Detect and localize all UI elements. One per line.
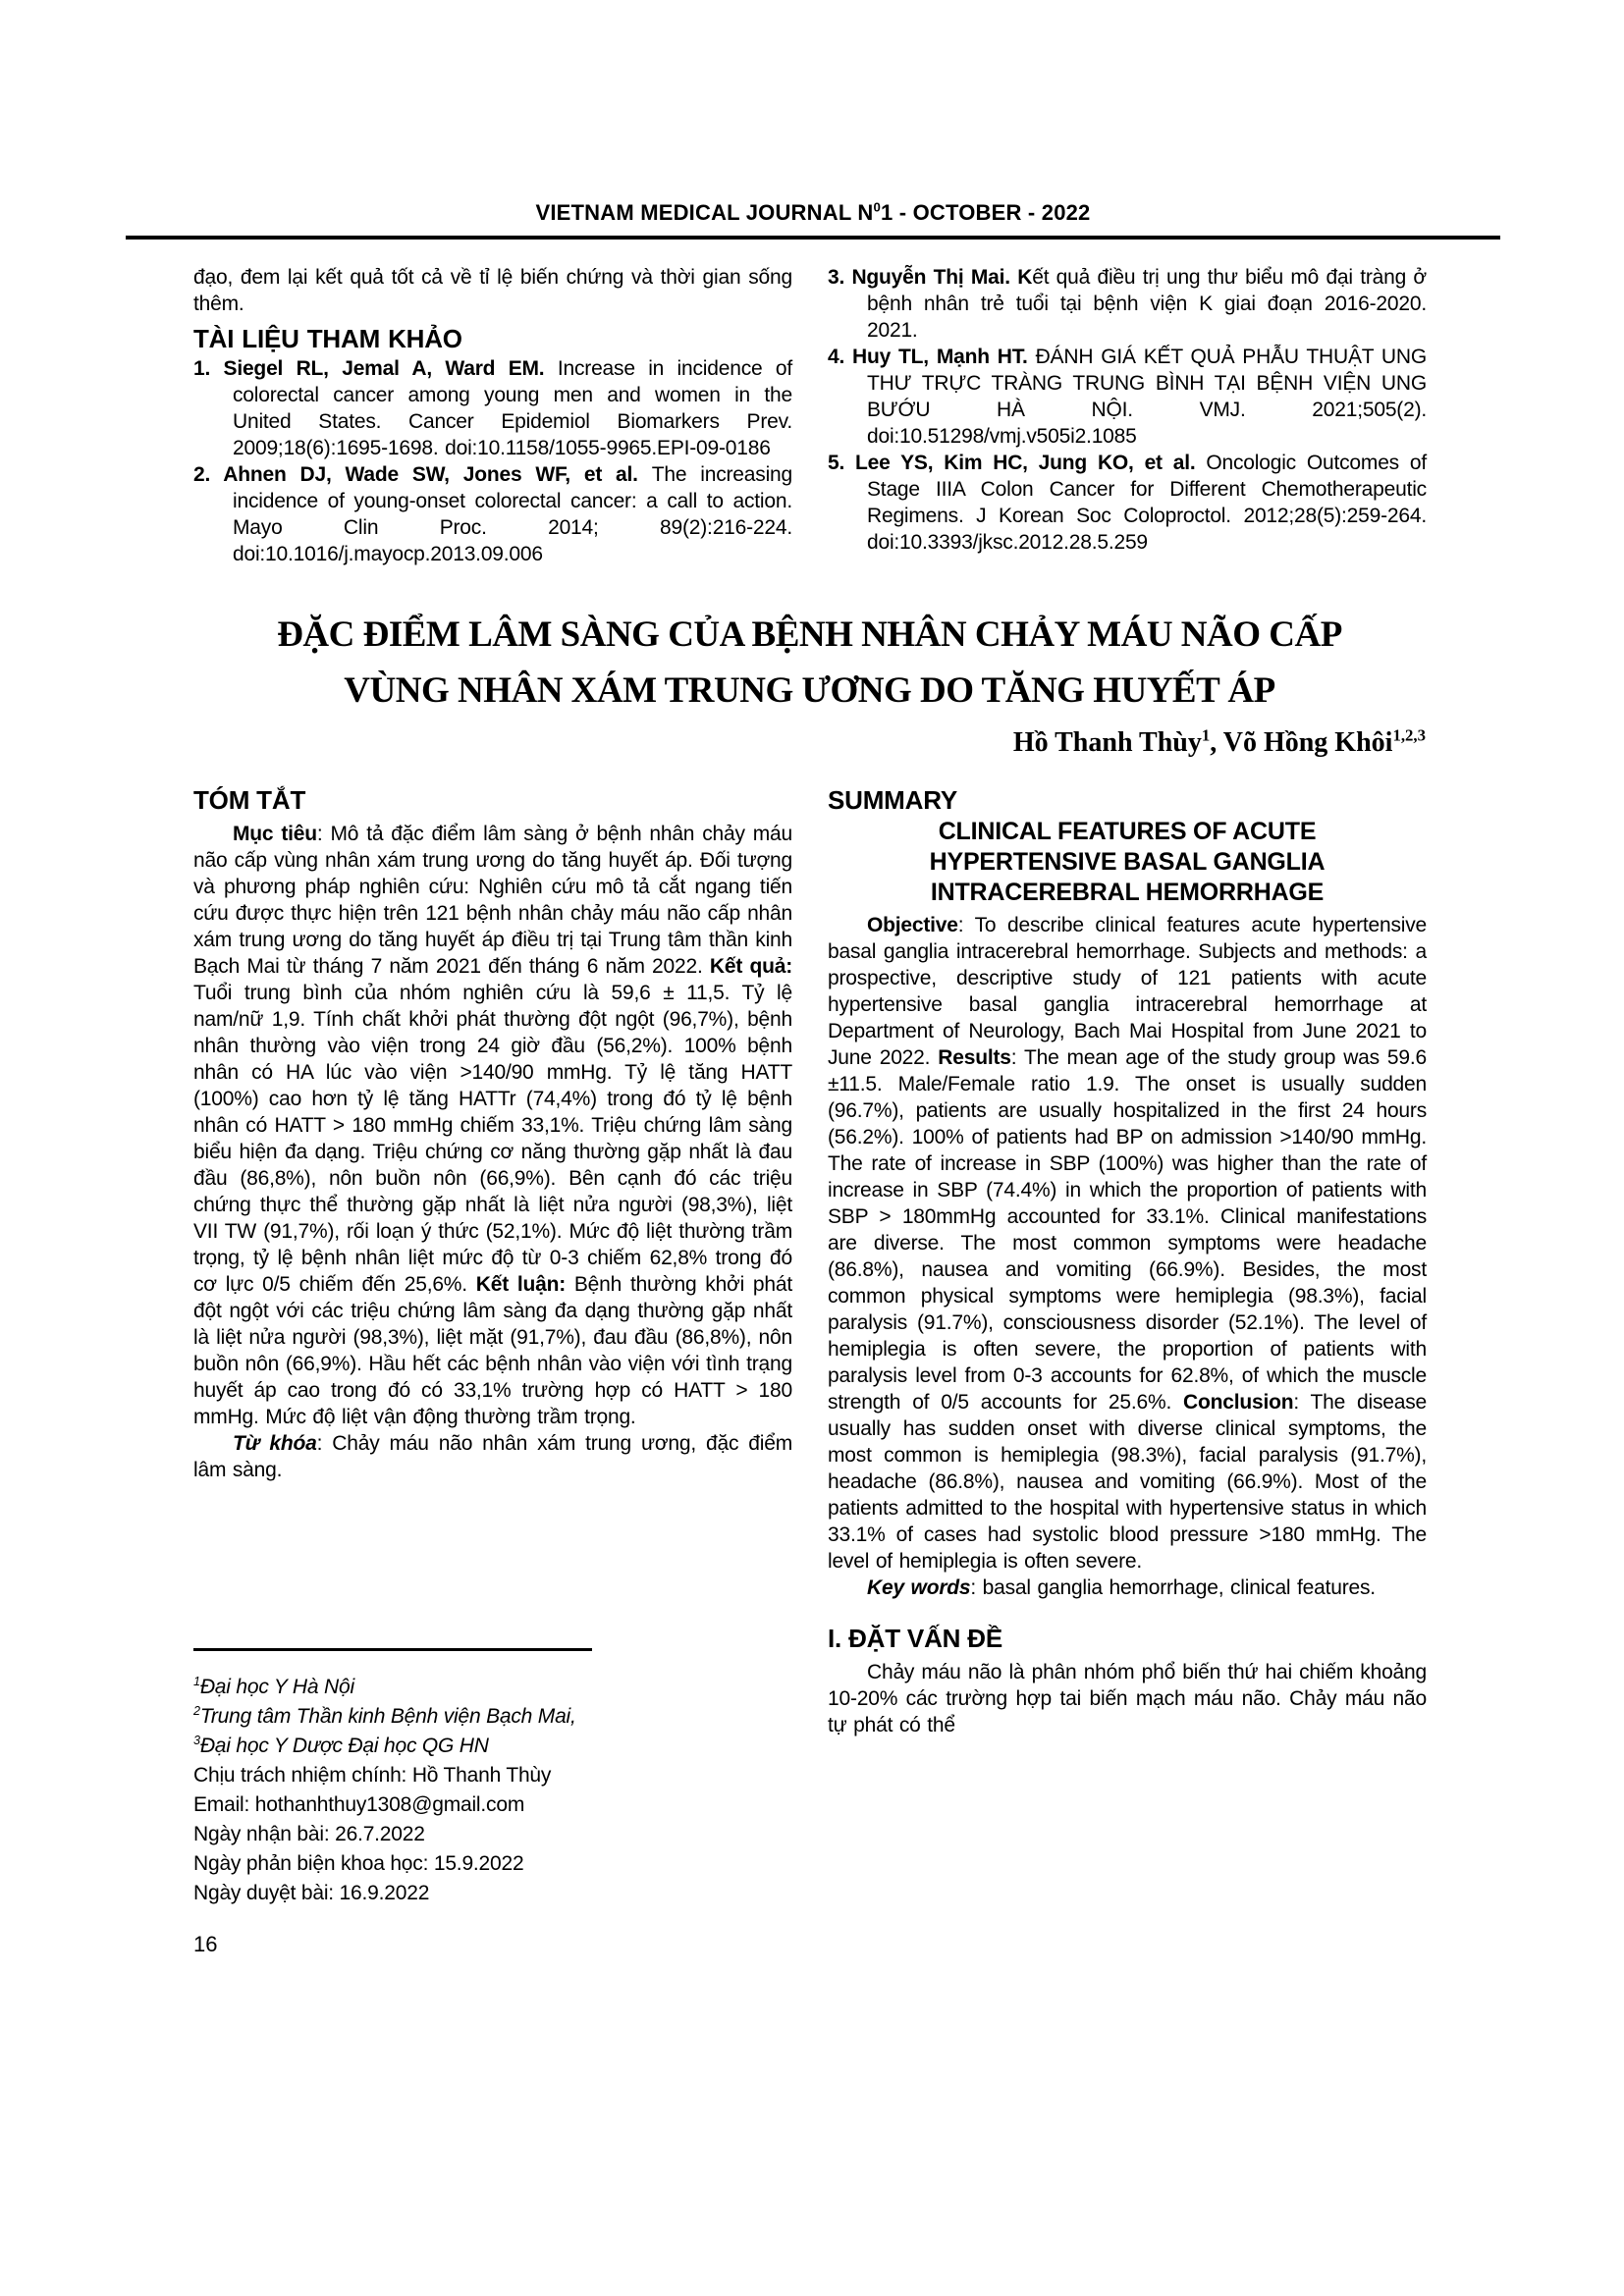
reference-item-1: 1. Siegel RL, Jemal A, Ward EM. Increase in incidence of colorectal cancer among young men and women in the United States. Cancer Epidemiol Biomarkers Prev. 2009;18(6):1695-1698. doi:10.1158/1055-9965.EPI-09-0186 xyxy=(193,357,792,459)
references-heading: TÀI LIỆU THAM KHẢO xyxy=(193,324,462,353)
references-right-column xyxy=(828,264,1427,567)
summary-column xyxy=(828,784,1427,1908)
prev-article-closing: đạo, đem lại kết quả tốt cả về tỉ lệ biến chứng và thời gian sống thêm. xyxy=(193,266,792,315)
summary-heading: SUMMARY xyxy=(828,785,957,815)
page-content xyxy=(193,264,1426,1908)
footnote-block xyxy=(193,1648,792,1908)
abstract-section xyxy=(193,784,1426,1908)
reviewed-date-line: Ngày phản biện khoa học: 15.9.2022 xyxy=(193,1852,524,1875)
received-date-line: Ngày nhận bài: 26.7.2022 xyxy=(193,1823,425,1845)
abstract-keywords: Từ khóa: Chảy máu não nhân xám trung ương, đặc điểm lâm sàng. xyxy=(193,1432,792,1481)
affiliation-3: $^3$Đại học Y Dược Đại học QG HN xyxy=(193,1734,489,1757)
article-title xyxy=(193,607,1426,719)
journal-title: VIETNAM MEDICAL JOURNAL $N^01$ - OCTOBER - 2022 xyxy=(535,199,1091,225)
page-number: 16 xyxy=(193,1932,218,1956)
journal-header xyxy=(126,199,1500,240)
affiliation-2: $^2$Trung tâm Thần kinh Bệnh viện Bạch Mai, xyxy=(193,1704,576,1728)
introduction-heading: I. ĐẶT VẤN ĐỀ xyxy=(828,1624,1002,1653)
abstract-column xyxy=(193,784,792,1908)
footnote-separator xyxy=(193,1648,592,1651)
abstract-body: Mục tiêu: Mô tả đặc điểm lâm sàng ở bệnh nhân chảy máu não cấp vùng nhân xám trung ương do tăng huyết áp. Đối tượng và phương pháp nghiên cứu: Nghiên cứu mô tả cắt ngang tiến cứu được thực hiện trên 121 bệnh nhân chảy máu não cấp nhân xám trung ương do tăng huyết áp điều trị tại Trung tâm thần kinh Bạch Mai từ tháng 7 năm 2021 đến tháng 6 năm 2022. Kết quả: Tuổi trung bình của nhóm nghiên cứu là 59,6 ± 11,5. Tỷ lệ nam/nữ 1,9. Tính chất khởi phát thường đột ngột (96,7%), bệnh nhân thường vào viện trong 24 giờ đầu (56,2%). 100% bệnh nhân có HA lúc vào viện >140/90 mmHg. Tỷ lệ tăng HATT (100%) cao hơn tỷ lệ tăng HATTr (74,4%) trong đó tỷ lệ bệnh nhân có HATT > 180 mmHg chiếm 33,1%. Triệu chứng lâm sàng biểu hiện đa dạng. Triệu chứng cơ năng thường gặp nhất là đau đầu (86,8%), nôn buồn nôn (66,9%). Bên cạnh đó các triệu chứng thực thể thường gặp nhất là liệt nửa người (98,3%), liệt VII TW (91,7%), rối loạn ý thức (52,1%). Mức độ liệt thường trầm trọng, tỷ lệ bệnh nhân liệt mức độ từ 0-3 chiếm 62,8% trong đó cơ lực 0/5 chiếm đến 25,6%. Kết luận: Bệnh thường khởi phát đột ngột với các triệu chứng lâm sàng đa dạng thường gặp nhất là liệt nửa người (98,3%), liệt mặt (91,7%), đau đầu (86,8%), nôn buồn nôn (66,9%). Hầu hết các bệnh nhân vào viện với tình trạng huyết áp cao trong đó có 33,1% trường hợp có HATT > 180 mmHg. Mức độ liệt vận động thường trầm trọng. xyxy=(193,823,793,1428)
references-left-column xyxy=(193,264,792,567)
article-title-line-2: VÙNG NHÂN XÁM TRUNG ƯƠNG DO TĂNG HUYẾT ÁP xyxy=(344,670,1275,711)
summary-body: Objective: To describe clinical features acute hypertensive basal ganglia intracerebral hemorrhage. Subjects and methods: a prospective, descriptive study of 121 patients with acute hypertensive basal ganglia intracerebral hemorrhage at Department of Neurology, Bach Mai Hospital from June 2021 to June 2022. Results: The mean age of the study group was 59.6 ±11.5. Male/Female ratio 1.9. The onset is usually sudden (96.7%), patients are usually hospitalized in the first 24 hours (56.2%). 100% of patients had BP on admission >140/90 mmHg. The rate of increase in SBP (100%) was higher than the rate of increase in SBP (74.4%) in which the proportion of patients with SBP > 180mmHg accounted for 33.1%. Clinical manifestations are diverse. The most common symptoms were headache (86.8%), nausea and vomiting (66.9%). Besides, the most common physical symptoms were hemiplegia (98.3%), facial paralysis (91.7%), consciousness disorder (52.1%). The level of hemiplegia is often severe, the proportion of patients with paralysis level from 0-3 accounts for 62.8%, of which the muscle strength of 0/5 accounts for 25.6%. Conclusion: The disease usually has sudden onset with diverse clinical symptoms, the most common is hemiplegia (98.3%), facial paralysis (91.7%), headache (86.8%), nausea and vomiting (66.9%). Most of the patients admitted to the hospital with hypertensive status in which 33.1% of cases had systolic blood pressure >180 mmHg. The level of hemiplegia is often severe. xyxy=(828,914,1427,1573)
summary-keywords: Key words: basal ganglia hemorrhage, clinical features. xyxy=(867,1576,1376,1599)
reference-item-3: 3. Nguyễn Thị Mai. Kết quả điều trị ung thư biểu mô đại tràng ở bệnh nhân trẻ tuổi tại bệnh viện K giai đoạn 2016-2020. 2021. xyxy=(828,266,1427,342)
accepted-date-line: Ngày duyệt bài: 16.9.2022 xyxy=(193,1882,430,1904)
reference-item-5: 5. Lee YS, Kim HC, Jung KO, et al. Oncologic Outcomes of Stage IIIA Colon Cancer for Different Chemotherapeutic Regimens. J Korean Soc Coloproctol. 2012;28(5):259-264. doi:10.3393/jksc.2012.28.5.259 xyxy=(828,452,1427,554)
introduction-paragraph: Chảy máu não là phân nhóm phổ biến thứ hai chiếm khoảng 10-20% các trường hợp tai biến mạch máu não. Chảy máu não tự phát có thể xyxy=(828,1661,1427,1736)
summary-subtitle-line-2: HYPERTENSIVE BASAL GANGLIA xyxy=(929,848,1326,876)
reference-item-2: 2. Ahnen DJ, Wade SW, Jones WF, et al. The increasing incidence of young-onset colorectal cancer: a call to action. Mayo Clin Proc. 2014; 89(2):216-224. doi:10.1016/j.mayocp.2013.09.006 xyxy=(193,463,792,565)
article-authors: Hồ Thanh Thùy$^1$, Võ Hồng Khôi$^{1,2,3}$ xyxy=(1012,725,1426,758)
article-title-line-1: ĐẶC ĐIỂM LÂM SÀNG CỦA BỆNH NHÂN CHẢY MÁU NÃO CẤP xyxy=(277,614,1342,655)
summary-subtitle-line-3: INTRACEREBRAL HEMORRHAGE xyxy=(930,879,1325,906)
email-line: Email: hothanhthuy1308@gmail.com xyxy=(193,1793,525,1816)
responsible-author-line: Chịu trách nhiệm chính: Hồ Thanh Thùy xyxy=(193,1764,552,1787)
reference-item-4: 4. Huy TL, Mạnh HT. ĐÁNH GIÁ KẾT QUẢ PHẪU THUẬT UNG THƯ TRỰC TRÀNG TRUNG BÌNH TẠI BỆNH VIỆN UNG BƯỚU HÀ NỘI. VMJ. 2021;505(2). doi:10.51298/vmj.v505i2.1085 xyxy=(828,346,1427,448)
references-section xyxy=(193,264,1426,567)
affiliation-1: $^1$Đại học Y Hà Nội xyxy=(193,1675,354,1698)
summary-subtitle-line-1: CLINICAL FEATURES OF ACUTE xyxy=(938,818,1317,845)
abstract-heading: TÓM TẮT xyxy=(193,785,306,815)
